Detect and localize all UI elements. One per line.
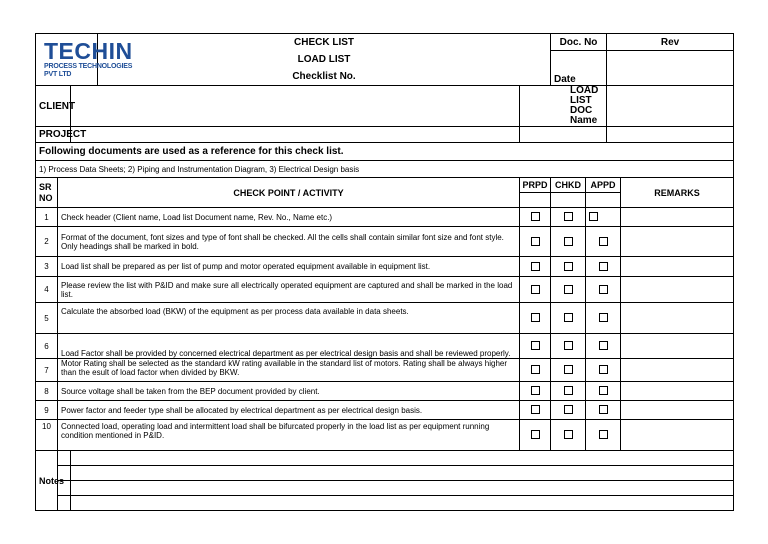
remarks-cell[interactable]	[621, 303, 734, 334]
prpd-header: PRPD	[520, 178, 551, 193]
project-value-cell[interactable]	[71, 127, 520, 143]
chkd-checkbox[interactable]	[564, 285, 573, 294]
logo-cell	[36, 34, 133, 86]
table-row	[36, 401, 734, 420]
prpd-checkbox[interactable]	[531, 313, 540, 322]
prpd-checkbox[interactable]	[531, 430, 540, 439]
prpd-checkbox[interactable]	[531, 262, 540, 271]
prpd-checkbox[interactable]	[531, 405, 540, 414]
appd-checkbox[interactable]	[599, 262, 608, 271]
row-number: 1	[36, 208, 58, 227]
remarks-cell[interactable]	[621, 359, 734, 382]
remarks-cell[interactable]	[621, 334, 734, 359]
chkd-checkbox[interactable]	[564, 237, 573, 246]
row-text: Power factor and feeder type shall be allocated by electrical department as per electrical design basis.	[58, 401, 520, 420]
prpd-checkbox[interactable]	[531, 285, 540, 294]
appd-checkbox[interactable]	[589, 212, 598, 221]
doc-no-label: Doc. No	[551, 34, 607, 51]
appd-checkbox[interactable]	[599, 365, 608, 374]
appd-checkbox[interactable]	[599, 285, 608, 294]
title-line-1: CHECK LIST	[98, 34, 551, 51]
table-row	[36, 277, 734, 303]
notes-line[interactable]	[71, 451, 734, 466]
remarks-cell[interactable]	[621, 227, 734, 257]
row-number: 9	[36, 401, 58, 420]
table-row	[36, 227, 734, 257]
remarks-cell[interactable]	[621, 208, 734, 227]
table-row	[36, 208, 734, 227]
prpd-checkbox[interactable]	[531, 237, 540, 246]
remarks-header: REMARKS	[621, 178, 734, 208]
rev-label: Rev	[607, 34, 734, 51]
chkd-checkbox[interactable]	[564, 313, 573, 322]
row-number: 10	[36, 420, 58, 451]
row-text: Load Factor shall be provided by concerned electrical department as per electrical design basis and shall be reviewed properly.	[58, 334, 520, 359]
chkd-header: CHKD	[551, 178, 586, 193]
table-row	[36, 420, 734, 451]
company-logo	[40, 38, 133, 81]
row-text: Check header (Client name, Load list Document name, Rev. No., Name etc.)	[58, 208, 520, 227]
remarks-cell[interactable]	[621, 257, 734, 277]
notes-line[interactable]	[71, 481, 734, 496]
table-row	[36, 359, 734, 382]
client-value-cell[interactable]	[71, 86, 520, 127]
project-extra-cell-2	[607, 127, 734, 143]
chkd-checkbox[interactable]	[564, 405, 573, 414]
client-label: CLIENT	[36, 86, 71, 127]
row-text: Please review the list with P&ID and make sure all electrically operated equipment are captured and shall be marked in the load list.	[58, 277, 520, 303]
remarks-cell[interactable]	[621, 420, 734, 451]
notes-line[interactable]	[71, 466, 734, 481]
row-text: Motor Rating shall be selected as the standard kW rating available in the standard list of motors. Rating shall be always higher than the esult of load factor when divided by BKW.	[58, 359, 520, 382]
chkd-checkbox[interactable]	[564, 341, 573, 350]
row-text: Connected load, operating load and intermittent load shall be bifurcated properly in the load list as per equipment running condition mentioned in P&ID.	[58, 420, 520, 451]
row-number: 7	[36, 359, 58, 382]
table-row	[36, 303, 734, 334]
row-number: 4	[36, 277, 58, 303]
chkd-checkbox[interactable]	[564, 430, 573, 439]
remarks-cell[interactable]	[621, 401, 734, 420]
chkd-checkbox[interactable]	[564, 212, 573, 221]
logo-subtitle-text: PROCESS TECHNOLOGIES PVT LTD	[44, 63, 133, 78]
project-label: PROJECT	[36, 127, 71, 143]
rev-value-cell[interactable]	[607, 51, 734, 86]
appd-checkbox[interactable]	[599, 405, 608, 414]
row-number: 5	[36, 303, 58, 334]
chkd-checkbox[interactable]	[564, 262, 573, 271]
checklist-page	[35, 33, 733, 511]
appd-checkbox[interactable]	[599, 386, 608, 395]
prpd-checkbox[interactable]	[531, 386, 540, 395]
date-label: Date	[554, 74, 576, 85]
remarks-cell[interactable]	[621, 277, 734, 303]
chkd-checkbox[interactable]	[564, 386, 573, 395]
prpd-checkbox[interactable]	[531, 341, 540, 350]
row-text: Calculate the absorbed load (BKW) of the equipment as per process data available in data sheets.	[58, 303, 520, 334]
table-row	[36, 257, 734, 277]
table-row	[36, 382, 734, 401]
appd-checkbox[interactable]	[599, 237, 608, 246]
notes-line[interactable]	[71, 496, 734, 511]
notes-label: Notes	[36, 451, 58, 511]
appd-checkbox[interactable]	[599, 430, 608, 439]
load-list-doc-value-cell[interactable]	[607, 86, 734, 127]
load-list-doc-label: LOAD LIST DOC Name	[520, 86, 607, 127]
row-text: Format of the document, font sizes and type of font shall be checked. All the cells shall contain similar font size and font style. Only headings shall be marked in bold.	[58, 227, 520, 257]
reference-docs: 1) Process Data Sheets; 2) Piping and Instrumentation Diagram, 3) Electrical Design basis	[36, 161, 734, 178]
prpd-checkbox[interactable]	[531, 365, 540, 374]
check-point-header: CHECK POINT / ACTIVITY	[58, 178, 520, 208]
row-number: 2	[36, 227, 58, 257]
appd-checkbox[interactable]	[599, 313, 608, 322]
logo-brand-text: TECHIN	[44, 38, 133, 64]
chkd-checkbox[interactable]	[564, 365, 573, 374]
sr-no-header: SR NO	[36, 178, 58, 208]
checklist-table	[35, 33, 734, 511]
reference-heading: Following documents are used as a reference for this check list.	[36, 143, 734, 161]
row-number: 6	[36, 334, 58, 359]
table-row	[36, 334, 734, 359]
row-text: Source voltage shall be taken from the BEP document provided by client.	[58, 382, 520, 401]
row-number: 8	[36, 382, 58, 401]
checklist-no-label: Checklist No.	[98, 68, 551, 86]
remarks-cell[interactable]	[621, 382, 734, 401]
appd-checkbox[interactable]	[599, 341, 608, 350]
row-number: 3	[36, 257, 58, 277]
appd-header: APPD	[586, 178, 621, 193]
project-extra-cell	[520, 127, 607, 143]
row-text: Load list shall be prepared as per list of pump and motor operated equipment available in equipment list.	[58, 257, 520, 277]
prpd-checkbox[interactable]	[531, 212, 540, 221]
title-line-2: LOAD LIST	[98, 51, 551, 68]
